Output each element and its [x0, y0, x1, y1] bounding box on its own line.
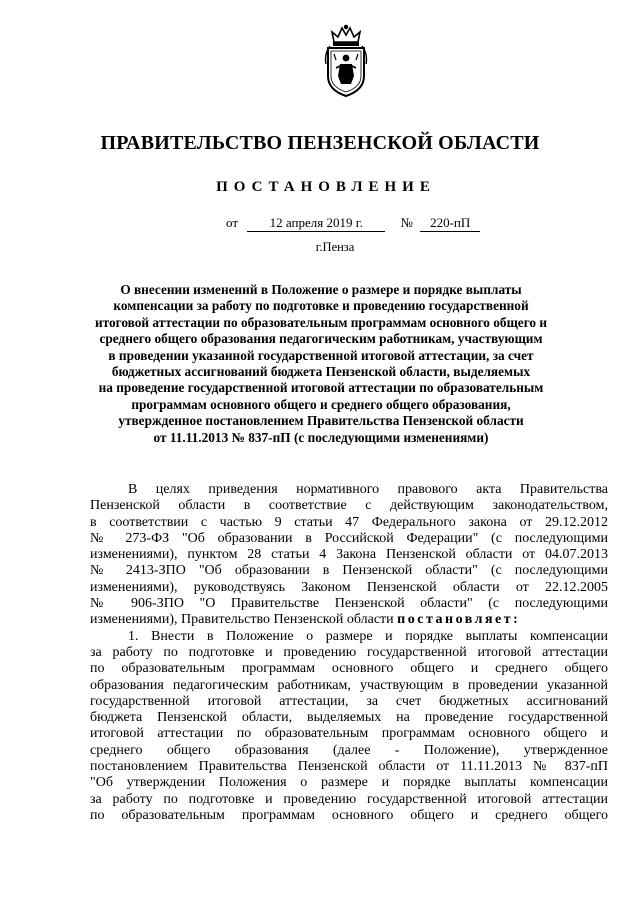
subject-line: от 11.11.2013 № 837-пП (с последующими изменениями) [153, 429, 489, 445]
body-line: № 906-ЗПО "О Правительстве Пензенской области" (с последующими [90, 596, 608, 612]
body-line: по образовательным программам основного общего и среднего общего [90, 661, 608, 677]
body-line: за работу по подготовке и проведению государственной итоговой аттестации [90, 791, 608, 807]
number-label: № [400, 215, 413, 230]
city: г.Пенза [315, 240, 355, 254]
body-line: № 273-ФЗ "Об образовании в Российской Федерации" (с последующими [90, 530, 608, 546]
body-line: изменениями), Правительство Пензенской области [90, 612, 394, 628]
document-subject [84, 282, 558, 446]
body-line: итоговой аттестации по образовательным программам основного общего и [90, 726, 608, 742]
document-type: ПОСТАНОВЛЕНИЕ [216, 179, 436, 195]
subject-line: утвержденное постановлением Правительства Пензенской области [118, 413, 524, 429]
resolves-word: постановляет: [397, 612, 521, 628]
subject-line: О внесении изменений в Положение о размере и порядке выплаты [120, 282, 522, 297]
body-line: государственной итоговой аттестации, за счет бюджетных ассигнований [90, 693, 608, 709]
date-value: 12 апреля 2019 г. [247, 215, 385, 232]
date-label: от [226, 215, 239, 230]
subject-line: в проведении указанной государственной итоговой аттестации, за счет [108, 347, 534, 363]
body-line: 1. Внести в Положение о размере и порядке выплаты компенсации [128, 628, 608, 644]
body-line: за работу по подготовке и проведению государственной итоговой аттестации [90, 644, 608, 660]
date-number-line [226, 215, 480, 232]
penza-oblast-coat-of-arms-icon [318, 24, 374, 100]
subject-line: итоговой аттестации по образовательным программам основного общего и [94, 314, 548, 330]
subject-line: компенсации за работу по подготовке и проведению государственной [113, 298, 529, 314]
body-line: среднего общего образования (далее - Положение), утвержденное [90, 742, 608, 758]
body-line: "Об утверждении Положения о размере и порядке выплаты компенсации [90, 775, 608, 791]
body-line: постановлением Правительства Пензенской области от 11.11.2013 № 837-пП [90, 759, 608, 775]
body-line: в соответствии с частью 9 статьи 47 Федерального закона от 29.12.2012 [90, 514, 608, 530]
number-value: 220-пП [420, 215, 480, 232]
body-line: бюджета Пензенской области, выделяемых на проведение государственной [90, 710, 608, 726]
body-line: № 2413-ЗПО "Об образовании в Пензенской области" (с последующими [90, 563, 608, 579]
subject-line: бюджетных ассигнований бюджета Пензенской области, выделяемых [111, 364, 531, 380]
body-line: по образовательным программам основного общего и среднего общего [90, 807, 608, 823]
body-line: образования педагогическим работникам, участвующим в проведении указанной [90, 677, 608, 693]
body-line: изменениями), пунктом 28 статьи 4 Закона Пензенской области от 04.07.2013 [90, 547, 608, 563]
body-line: В целях приведения нормативного правового акта Правительства [128, 482, 608, 497]
body-line: Пензенской области в соответствие с действующим законодательством, [90, 498, 608, 514]
body-line: изменениями), руководствуясь Законом Пензенской области от 22.12.2005 [90, 579, 608, 595]
subject-line: программам основного общего и среднего общего образования, [131, 396, 511, 412]
org-title: ПРАВИТЕЛЬСТВО ПЕНЗЕНСКОЙ ОБЛАСТИ [100, 132, 540, 154]
body-line-with-resolution [90, 612, 608, 628]
subject-line: на проведение государственной итоговой аттестации по образовательным [98, 380, 544, 396]
document-body [90, 482, 608, 824]
subject-line: среднего общего образования педагогическим работникам, участвующим [99, 331, 543, 347]
